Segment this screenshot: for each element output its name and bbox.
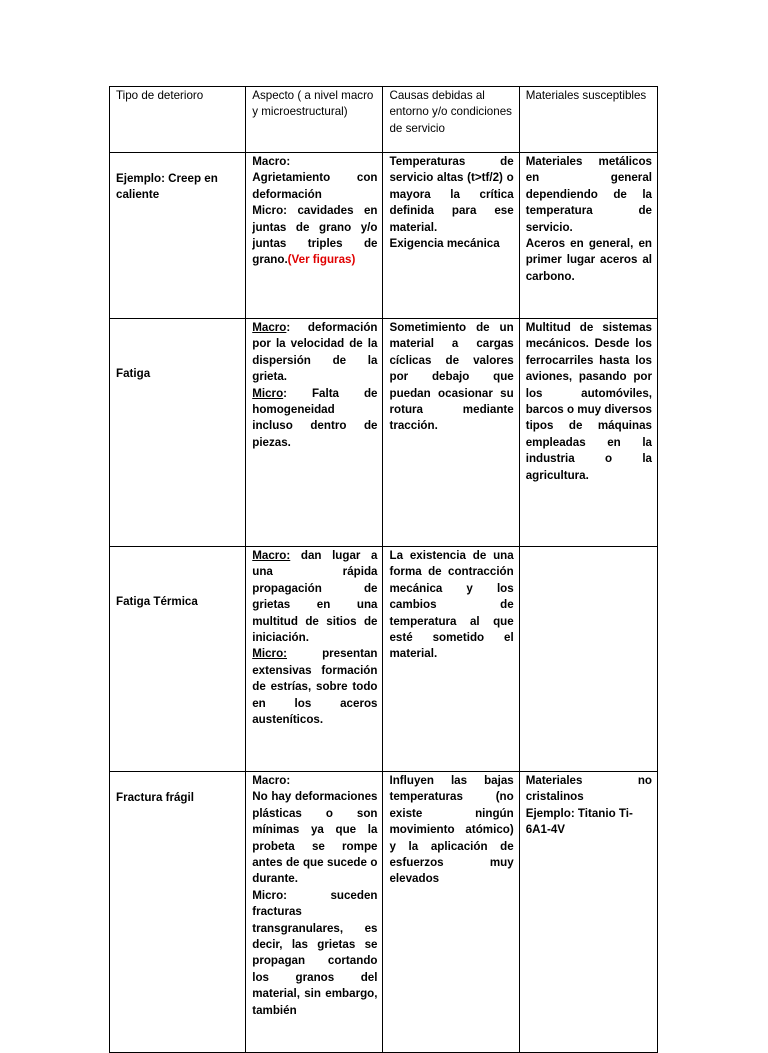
material-text: Aceros en general, en primer lugar aceros al carbono.: [525, 237, 652, 283]
macro-label: Macro: [252, 321, 287, 334]
table-row: [110, 319, 658, 547]
micro-text: suceden fracturas transgranulares, es decir, las grietas se propagan cortando los granos del material, sin embargo, también: [252, 888, 378, 1017]
causes-cell: [383, 772, 519, 1053]
macro-text: No hay deformaciones plásticas o son mínimas ya que la probeta se rompe antes de que sucede o durante.: [252, 790, 378, 886]
cause-text: Influyen las bajas temperaturas (no existe ningún movimiento atómico) y la aplicación de esfuerzos muy elevados: [389, 774, 514, 886]
macro-text: : deformación por la velocidad de la dispersión de la grieta.: [252, 321, 378, 384]
micro-label: Micro:: [252, 888, 288, 902]
cause-text: Sometimiento de un material a cargas cíclicas de valores por debajo que puedan ocasionar su rotura mediante tracción.: [389, 321, 514, 433]
causes-cell: [383, 547, 519, 772]
micro-label: Micro:: [252, 204, 288, 218]
causes-cell: [383, 319, 519, 547]
aspect-cell: [246, 153, 383, 319]
cause-text: Temperaturas de servicio altas (t>tf/2) o mayora la crítica definida para ese material.: [389, 155, 514, 234]
materials-cell: [519, 153, 657, 319]
table-row: [110, 772, 658, 1053]
material-text: Multitud de sistemas mecánicos. Desde los ferrocarriles hasta los aviones, pasando por los automóviles, barcos o muy diversos tipos de máquinas empleadas en la industria o la agricultura.: [525, 321, 653, 482]
material-text: Ejemplo: Titanio Ti-6A1-4V: [525, 806, 633, 837]
table-header-row: [110, 87, 658, 153]
type-cell: [110, 153, 246, 319]
macro-label: Macro:: [252, 155, 291, 168]
header-cell: Materiales susceptibles: [519, 87, 657, 153]
cause-text: La existencia de una forma de contracción mecánica y los cambios de temperatura al que esté sometido el material.: [389, 549, 514, 661]
header-cell: Aspecto ( a nivel macro y microestructural): [246, 87, 383, 153]
materials-cell: [519, 772, 657, 1053]
header-cell: Causas debidas al entorno y/o condiciones de servicio: [383, 87, 519, 153]
macro-label: Macro:: [252, 549, 291, 562]
macro-text: dan lugar a una rápida propagación de grietas en una multitud de sitios de iniciación.: [252, 549, 378, 645]
header-cell: Tipo de deterioro: [110, 87, 246, 153]
type-cell: [110, 772, 246, 1053]
type-label: Fatiga Térmica: [116, 595, 198, 608]
macro-label: Macro:: [252, 774, 291, 787]
deterioration-table: [109, 86, 658, 1053]
micro-text: cavidades en juntas de grano y/o juntas triples de grano.: [252, 204, 378, 267]
type-cell: [110, 547, 246, 772]
material-text: Materiales metálicos en general dependiendo de la temperatura de servicio.: [525, 155, 652, 234]
figures-link[interactable]: (Ver figuras): [287, 253, 356, 267]
type-cell: [110, 319, 246, 547]
aspect-cell: [246, 772, 383, 1053]
cause-text: Exigencia mecánica: [389, 237, 500, 251]
materials-cell-empty: [519, 547, 657, 772]
macro-text: Agrietamiento con deformación: [252, 171, 378, 201]
causes-cell: [383, 153, 519, 319]
table-row: [110, 153, 658, 319]
aspect-cell: [246, 319, 383, 547]
table-row: [110, 547, 658, 772]
micro-label: Micro: [252, 386, 284, 400]
type-label: Ejemplo: Creep en caliente: [116, 172, 218, 202]
type-label: Fractura frágil: [116, 791, 194, 804]
micro-text: presentan extensivas formación de estrías, sobre todo en los aceros austeníticos.: [252, 647, 378, 727]
micro-text: : Falta de homogeneidad incluso dentro de piezas.: [252, 386, 378, 449]
material-text: Materiales no cristalinos: [525, 774, 652, 804]
materials-cell: [519, 319, 657, 547]
type-label: Fatiga: [116, 367, 151, 380]
micro-label: Micro:: [252, 647, 288, 661]
aspect-cell: [246, 547, 383, 772]
